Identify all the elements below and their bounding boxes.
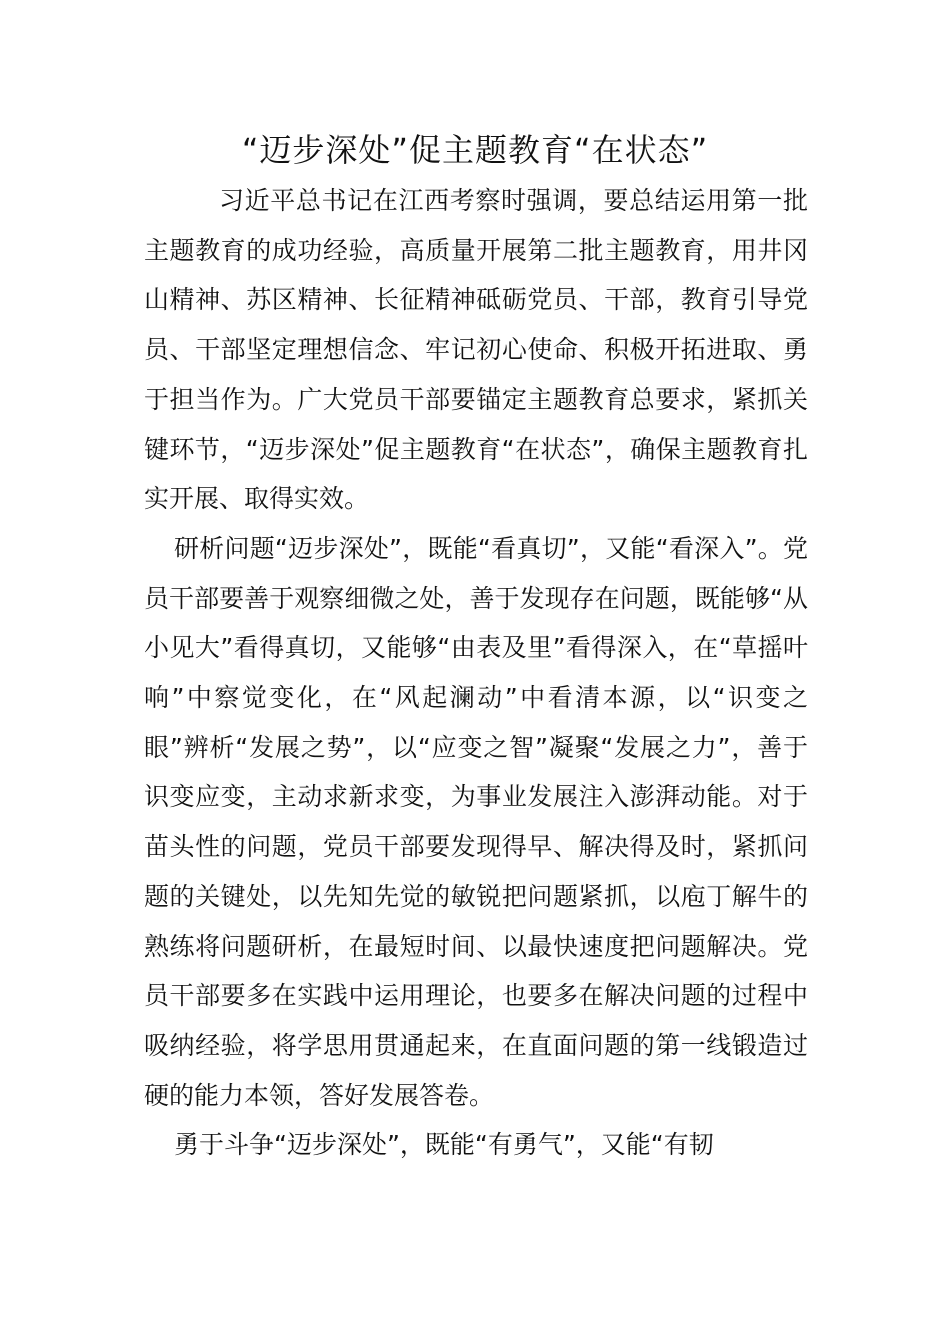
paragraph-dare-to-struggle: 勇于斗争“迈步深处”，既能“有勇气”，又能“有韧 xyxy=(174,1130,714,1160)
paragraph-analyze-problems: 研析问题“迈步深处”，既能“看真切”，又能“看深入”。党员干部要善于观察细微之处，善于发现存在问题，既能够“从小见大”看得真切，又能够“由表及里”看得深入，在“草摇叶响”中察觉变化，在“风起澜动”中看清本源，以“识变之眼”辨析“发展之势”，以“应变之智”凝聚“发展之力”，善于识变应变，主动求新求变，为事业发展注入澎湃动能。对于苗头性的问题，党员干部要发现得早、解决得及时，紧抓问题的关键处，以先知先觉的敏锐把问题紧抓，以庖丁解牛的熟练将问题研析，在最短时间、以最快速度把问题解决。党员干部要多在实践中运用理论，也要多在解决问题的过程中吸纳经验，将学思用贯通起来，在直面问题的第一线锻造过硬的能力本领，答好发展答卷。 xyxy=(144,533,808,1110)
paragraph-intro: 习近平总书记在江西考察时强调，要总结运用第一批主题教育的成功经验，高质量开展第二批主题教育，用井冈山精神、苏区精神、长征精神砥砺党员、干部，教育引导党员、干部坚定理想信念、牢记初心使命、积极开拓进取、勇于担当作为。广大党员干部要锚定主题教育总要求，紧抓关键环节，“迈步深处”促主题教育“在状态”，确保主题教育扎实开展、取得实效。 xyxy=(144,186,808,514)
page-title: “迈步深处”促主题教育“在状态” xyxy=(241,131,709,169)
document-body xyxy=(144,176,808,1170)
